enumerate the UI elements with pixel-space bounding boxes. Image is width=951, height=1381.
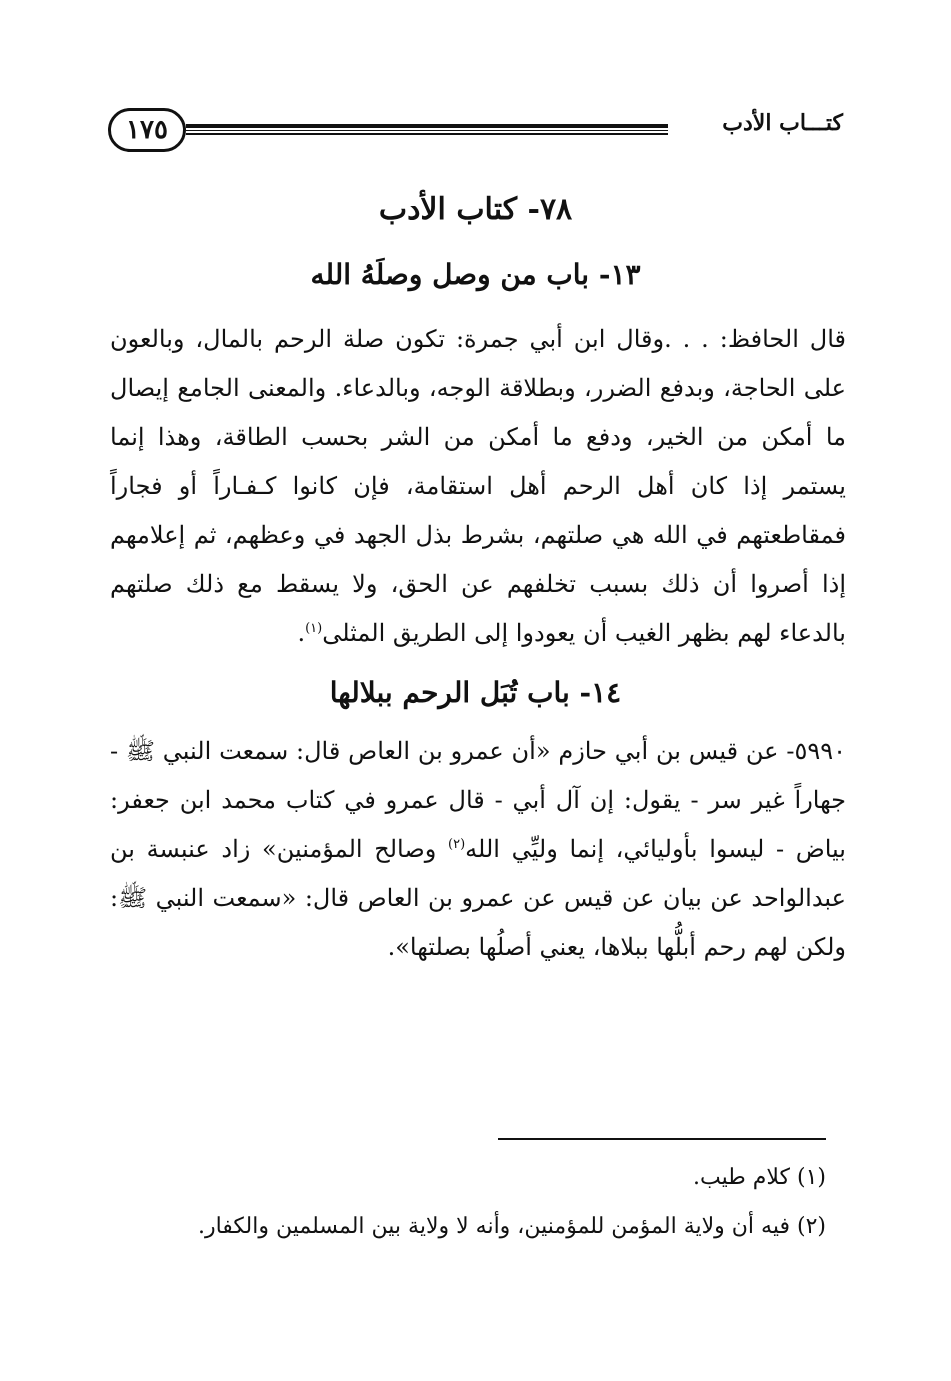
header-rule	[186, 124, 668, 135]
footnote-1: (١) كلام طيب.	[693, 1165, 826, 1190]
section-13-text-end: .	[297, 619, 306, 647]
footnote-ref-2: (٢)	[448, 837, 466, 852]
page-number-text: ١٧٥	[126, 115, 168, 145]
footnote-2: (٢) فيه أن ولاية المؤمن للمؤمنين، وأنه لا ولاية بين المسلمين والكفار.	[197, 1214, 826, 1239]
section-title-13: ١٣- باب من وصل وصلَهُ الله	[310, 258, 641, 291]
section-13-body	[110, 315, 846, 658]
footnote-separator	[498, 1138, 826, 1140]
footnote-ref-1: (١)	[305, 621, 323, 636]
page-number	[108, 108, 186, 152]
hadith-text: ٥٩٩٠- عن قيس بن أبي حازم «أن عمرو بن العاص قال: سمعت النبي ﷺ - جهاراً غير سر - يقول: إن آل أبي - قال عمرو في كتاب محمد ابن جعفر: بياض - ليسوا بأوليائي، إنما وليِّي الله	[110, 737, 846, 863]
running-title: كتـــاب الأدب	[722, 110, 843, 136]
section-14-body	[110, 727, 846, 972]
book-title: ٧٨- كتاب الأدب	[378, 192, 573, 227]
hadith-text-end: وصالح المؤمنين» زاد عنبسة بن عبدالواحد عن بيان عن قيس عن عمرو بن العاص قال: «سمعت النبي ﷺ: ولكن لهم رحم أبلُّها ببلاها، يعني أصلُها بصلتها».	[110, 835, 846, 961]
page-header	[108, 108, 843, 156]
section-13-text: قال الحافظ: . . .وقال ابن أبي جمرة: تكون صلة الرحم بالمال، وبالعون على الحاجة، وبدفع الضرر، وبطلاقة الوجه، وبالدعاء. والمعنى الجامع إيصال ما أمكن من الخير، ودفع ما أمكن من الشر بحسب الطاقة، وهذا إنما يستمر إذا كان أهل الرحم أهل استقامة، فإن كانوا كـفـاراً أو فجاراً فمقاطعتهم في الله هي صلتهم، بشرط بذل الجهد في وعظهم، ثم إعلامهم إذا أصروا أن ذلك بسبب تخلفهم عن الحق، ولا يسقط مع ذلك صلتهم بالدعاء لهم بظهر الغيب أن يعودوا إلى الطريق المثلى	[110, 325, 846, 647]
section-title-14: ١٤- باب تُبَل الرحم ببلالها	[329, 676, 622, 709]
